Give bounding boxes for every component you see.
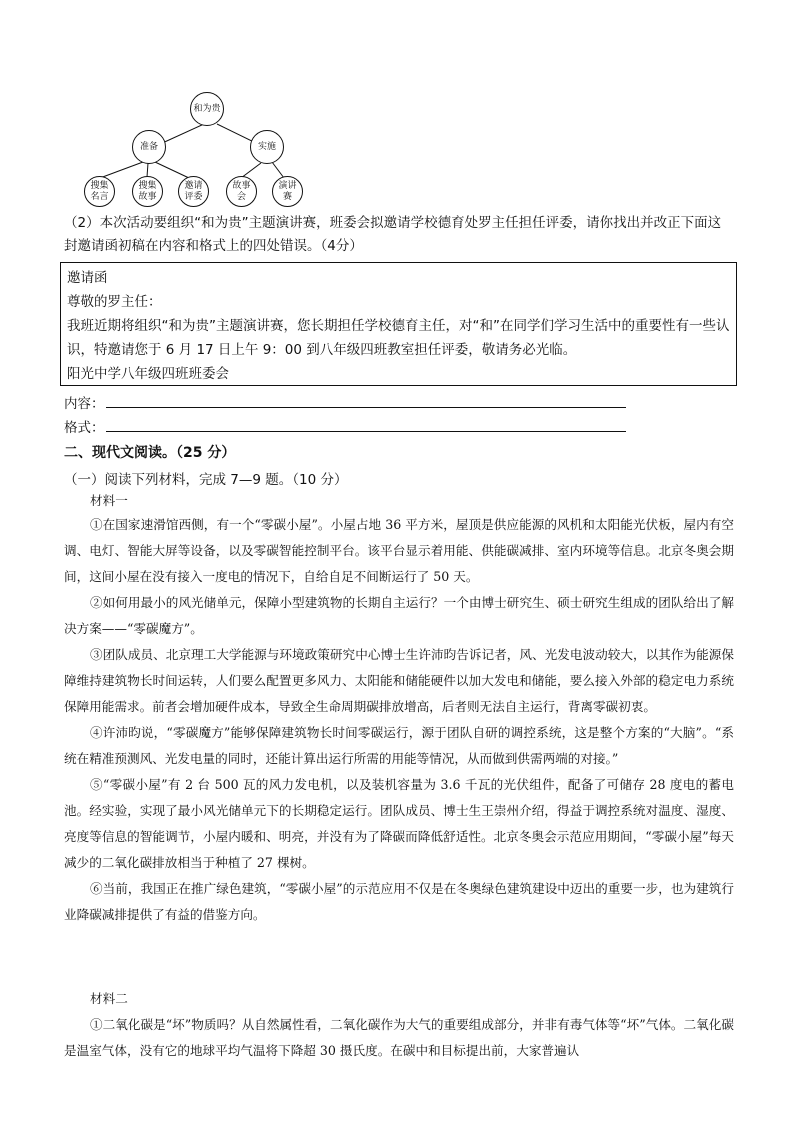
paragraph: ⑤“零碳小屋”有 2 台 500 瓦的风力发电机，以及装机容量为 3.6 千瓦的光伏组件，配备了可储存 28 度电的蓄电池。经实验，实现了最小风光储单元下的长期稳定运行。团队成员、博士生王崇州介绍，得益于调控系统对温度、湿度、亮度等信息的智能调节，小屋内暖和、明亮，并没有为了降碳而降低舒适性。北京冬奥会示范应用期间，“零碳小屋”每天减少的二氧化碳排放相当于种植了 27 棵树。 bbox=[64, 777, 734, 870]
format-label: 格式： bbox=[64, 420, 105, 436]
section-title: 二、现代文阅读。（25 分） bbox=[64, 445, 236, 461]
letter-salutation: 尊敬的罗主任： bbox=[67, 294, 162, 310]
tree-leaf-node: 邀请 评委 bbox=[178, 176, 209, 207]
tree-node-implement: 实施 bbox=[250, 130, 284, 164]
material-1-text bbox=[64, 512, 734, 928]
paragraph: ①二氧化碳是“坏”物质吗？从自然属性看，二氧化碳作为大气的重要组成部分，并非有毒气体等“坏”气体。二氧化碳是温室气体，没有它的地球平均气温将下降超 30 摄氏度。在碳中和目标提出前，大家普遍认 bbox=[64, 1017, 734, 1058]
content-label: 内容： bbox=[64, 396, 105, 412]
paragraph: ②如何用最小的风光储单元，保障小型建筑物的长期自主运行？一个由博士研究生、硕士研究生组成的团队给出了解决方案——“零碳魔方”。 bbox=[64, 595, 734, 636]
material-2-label: 材料二 bbox=[90, 991, 128, 1006]
invitation-letter-box bbox=[60, 262, 737, 386]
tree-node-prepare: 准备 bbox=[132, 130, 166, 164]
question-2-text: （2）本次活动要组织“和为贵”主题演讲赛，班委会拟邀请学校德育处罗主任担任评委，请你找出并改正下面这封邀请函初稿在内容和格式上的四处错误。（4分） bbox=[64, 215, 722, 254]
letter-signature: 阳光中学八年级四班班委会 bbox=[67, 366, 229, 382]
content-answer-line[interactable] bbox=[64, 392, 626, 412]
tree-leaf-node: 故事 会 bbox=[226, 176, 257, 207]
paragraph: ④许沛昀说，“零碳魔方”能够保障建筑物长时间零碳运行，源于团队自研的调控系统，这是整个方案的“大脑”。“系统在精准预测风、光发电量的同时，还能计算出运行所需的用能等情况，从而做到供需两端的对接。” bbox=[64, 725, 734, 766]
paragraph: ①在国家速滑馆西侧，有一个“零碳小屋”。小屋占地 36 平方米，屋顶是供应能源的风机和太阳能光伏板，屋内有空调、电灯、智能大屏等设备，以及零碳智能控制平台。该平台显示着用能、供能碳减排、室内环境等信息。北京冬奥会期间，这间小屋在没有接入一度电的情况下，自给自足不间断运行了 50 天。 bbox=[64, 517, 734, 584]
paragraph: ⑥当前，我国正在推广绿色建筑，“零碳小屋”的示范应用不仅是在冬奥绿色建筑建设中迈出的重要一步，也为建筑行业降碳减排提供了有益的借鉴方向。 bbox=[64, 881, 734, 922]
letter-body: 我班近期将组织“和为贵”主题演讲赛，您长期担任学校德育主任，对“和”在同学们学习生活中的重要性有一些认识，特邀请您于 6 月 17 日上午 9：00 到八年级四班教室担任评委，敬请务必光临。 bbox=[67, 318, 730, 358]
letter-title: 邀请函 bbox=[67, 270, 108, 286]
tree-leaf-node: 搜集 故事 bbox=[132, 176, 163, 207]
subsection-title: （一）阅读下列材料，完成 7—9 题。（10 分） bbox=[64, 472, 348, 488]
activity-tree-diagram bbox=[78, 90, 318, 210]
tree-leaf-node: 演讲 赛 bbox=[272, 176, 303, 207]
tree-leaf-node: 搜集 名言 bbox=[84, 176, 115, 207]
material-1-label: 材料一 bbox=[90, 493, 128, 508]
material-2-text bbox=[64, 1012, 734, 1064]
paragraph: ③团队成员、北京理工大学能源与环境政策研究中心博士生许沛昀告诉记者，风、光发电波动较大，以其作为能源保障维持建筑物长时间运转，人们要么配置更多风力、太阳能和储能硬件以加大发电和储能，要么接入外部的稳定电力系统保障用能需求。前者会增加硬件成本，导致全生命周期碳排放增高，后者则无法自主运行，背离零碳初衷。 bbox=[64, 647, 734, 714]
tree-root-node: 和为贵 bbox=[190, 92, 224, 126]
format-answer-line[interactable] bbox=[64, 416, 626, 436]
